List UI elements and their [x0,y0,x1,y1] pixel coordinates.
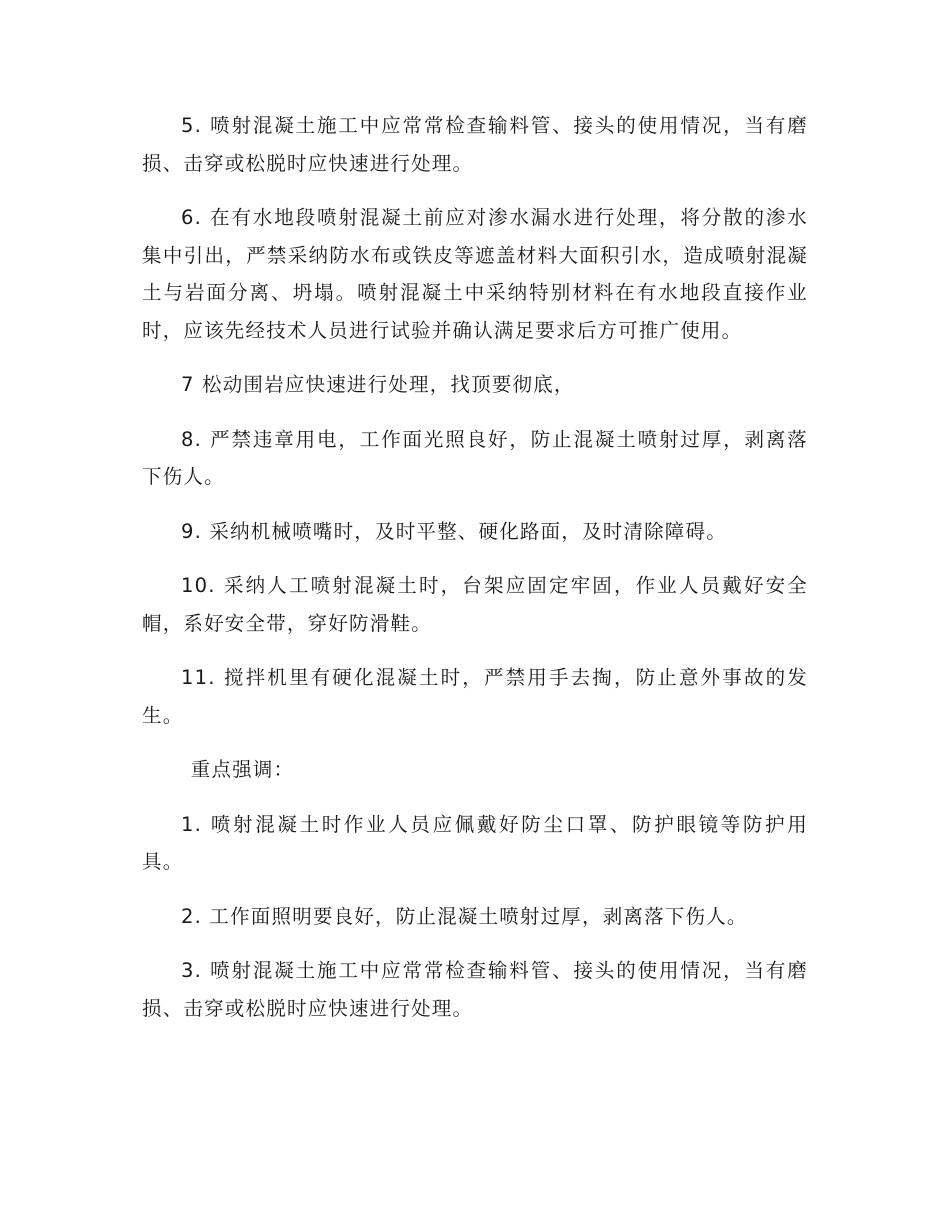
paragraph-item-7: 7 松动围岩应快速进行处理，找顶要彻底， [181,373,575,396]
paragraph-item-8: 8. 严禁违章用电，工作面光照良好，防止混凝土喷射过厚，剥离落下伤人。 [142,427,808,488]
paragraph-item-9: 9. 采纳机械喷嘴时，及时平整、硬化路面，及时清除障碍。 [181,519,727,543]
paragraph-item-6: 6. 在有水地段喷射混凝土前应对渗水漏水进行处理，将分散的渗水集中引出，严禁采纳防水布或铁皮等遮盖材料大面积引水，造成喷射混凝土与岩面分离、坍塌。喷射混凝土中采纳特别材料在有水地段直接作业时，应该先经技术人员进行试验并确认满足要求后方可推广使用。 [142,206,808,342]
emphasis-heading: 重点强调： [190,758,295,781]
emphasis-item-1: 1. 喷射混凝土时作业人员应佩戴好防尘口罩、防护眼镜等防护用具。 [142,812,808,873]
paragraph-item-5: 5. 喷射混凝土施工中应常常检查输料管、接头的使用情况，当有磨损、击穿或松脱时应快速进行处理。 [142,114,808,175]
paragraph-item-10: 10. 采纳人工喷射混凝土时，台架应固定牢固，作业人员戴好安全帽，系好安全带，穿好防滑鞋。 [142,574,808,635]
document-page [142,107,808,1027]
paragraph-item-11: 11. 搅拌机里有硬化混凝土时，严禁用手去掏，防止意外事故的发生。 [142,666,808,727]
emphasis-item-2: 2. 工作面照明要良好，防止混凝土喷射过厚，剥离落下伤人。 [181,904,748,928]
emphasis-item-3: 3. 喷射混凝土施工中应常常检查输料管、接头的使用情况，当有磨损、击穿或松脱时应快速进行处理。 [142,959,808,1020]
